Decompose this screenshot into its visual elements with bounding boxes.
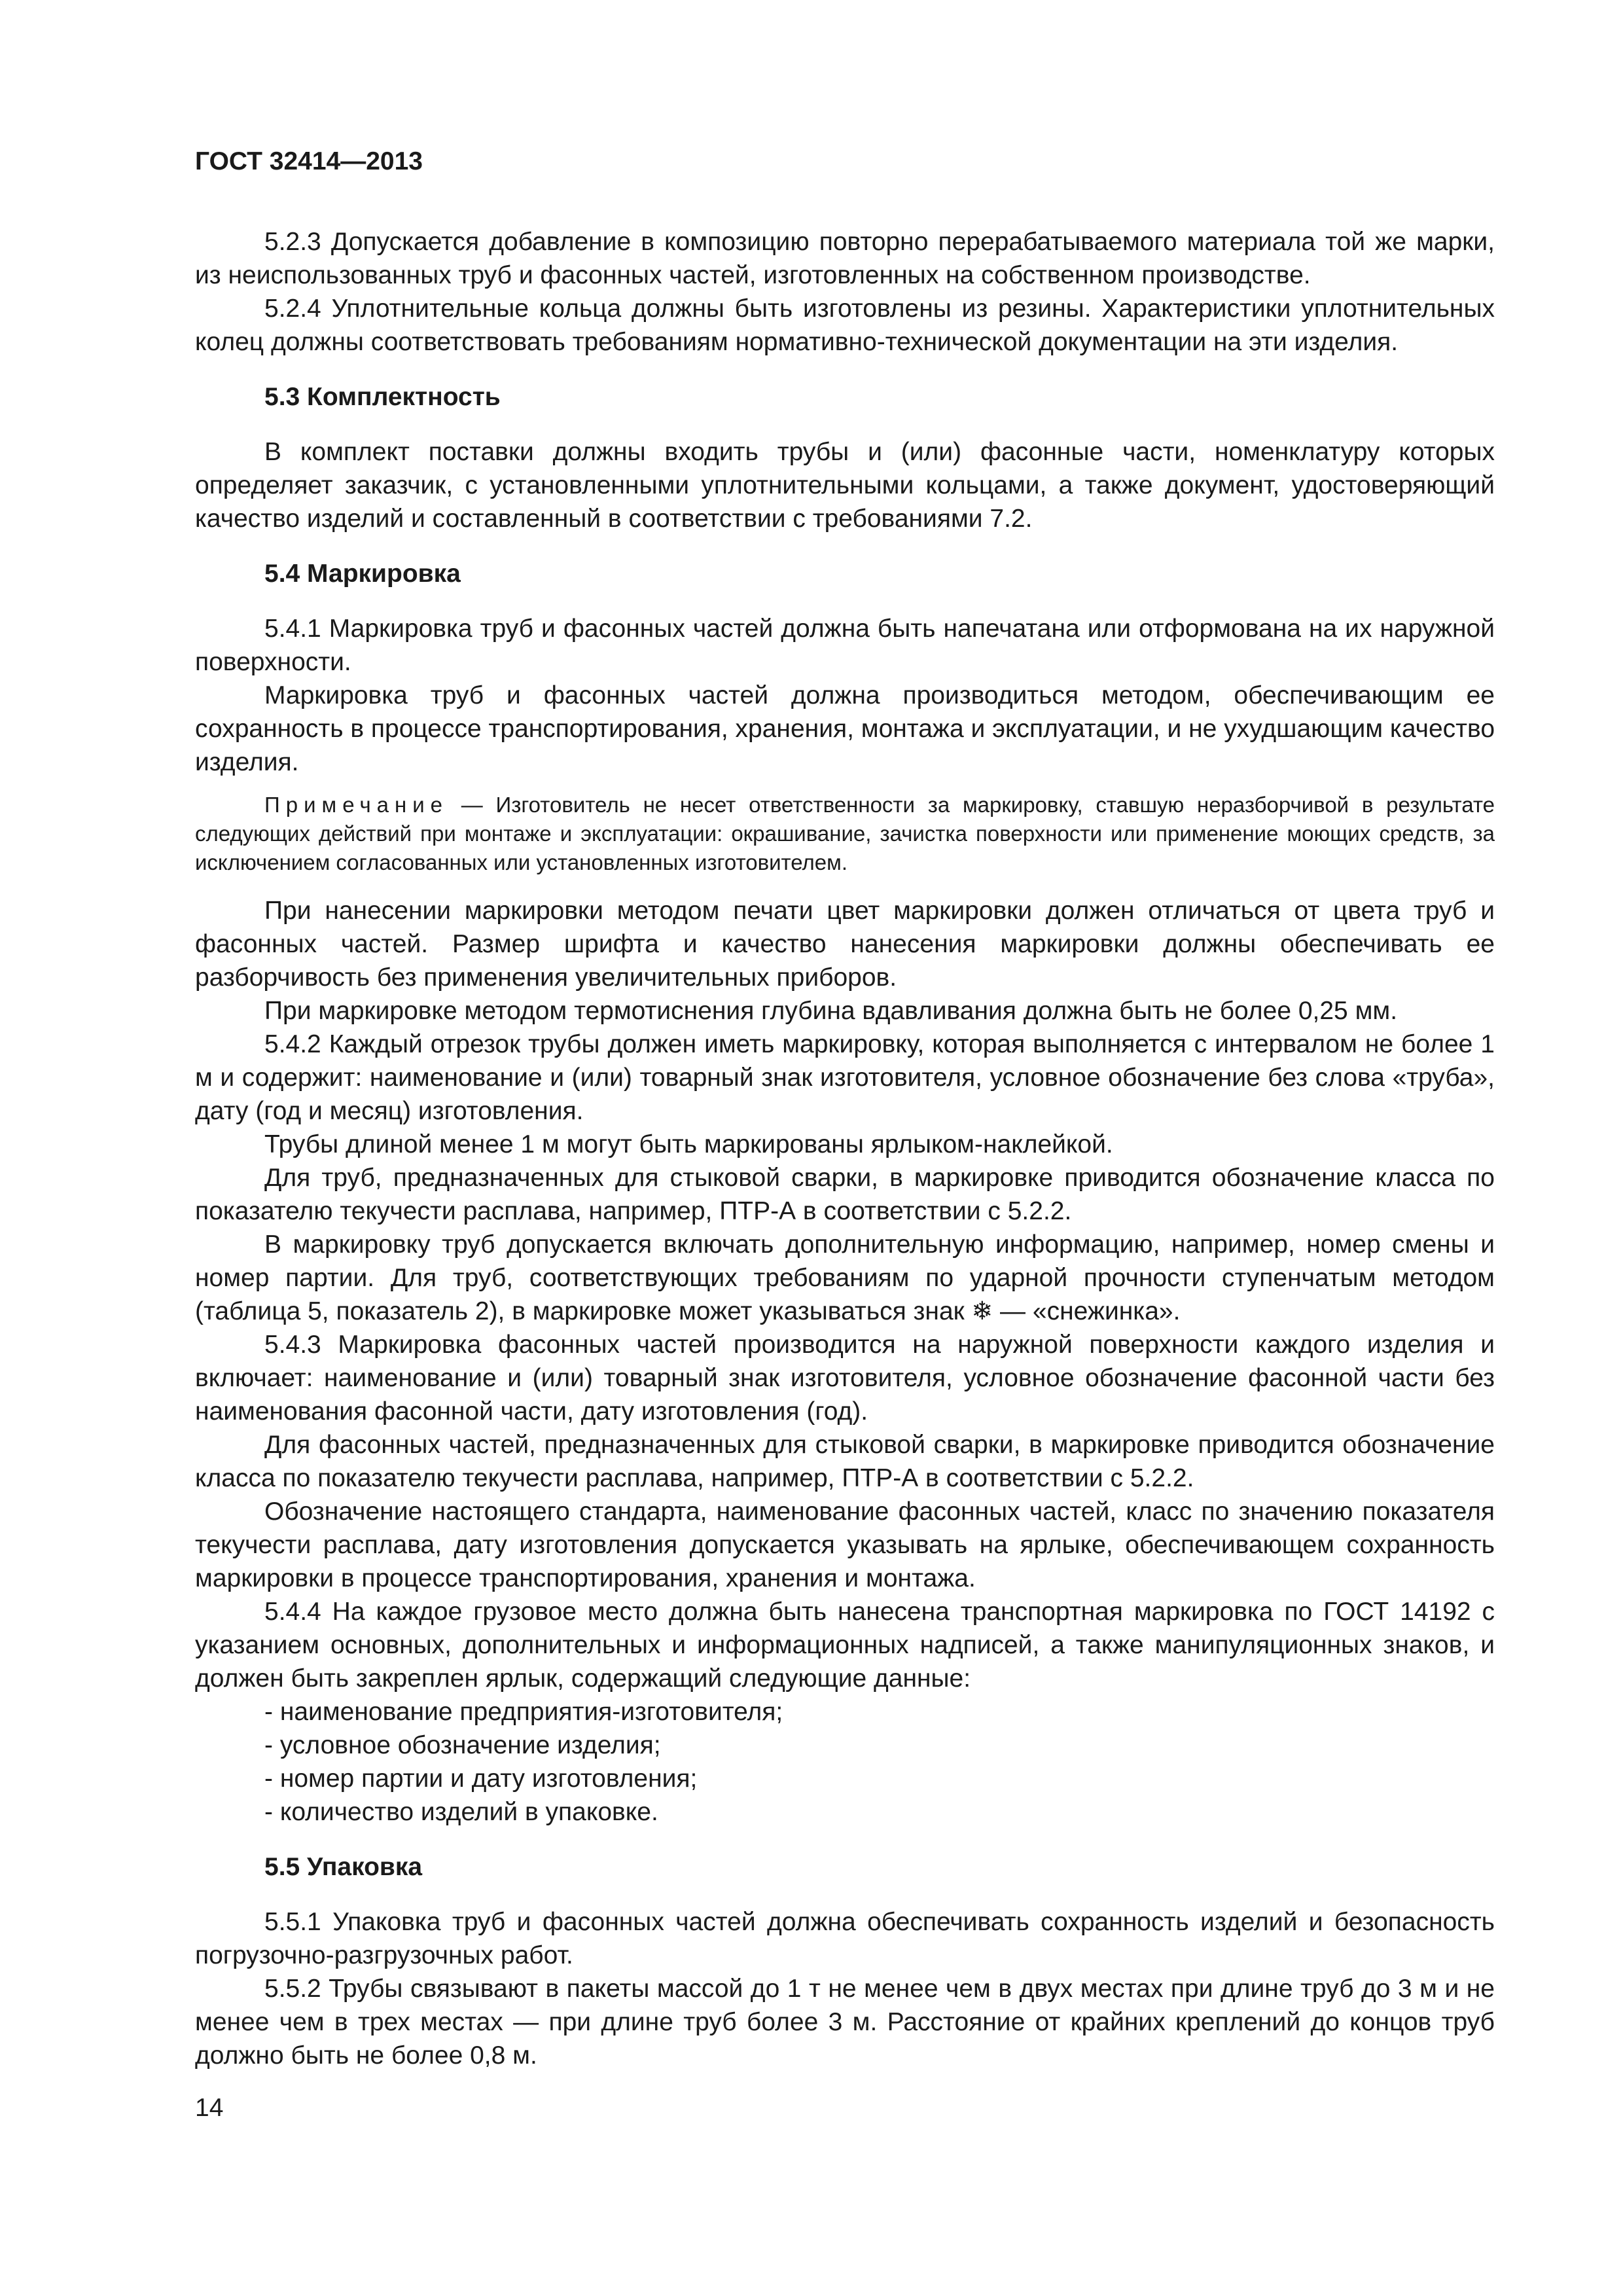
paragraph-butt-welding: Для труб, предназначенных для стыковой сварки, в маркировке приводится обозначение класса по показателю текучести расплава, например, ПТР-А в соответствии с 5.2.2. (195, 1164, 1495, 1225)
paragraph-5-5-1: 5.5.1 Упаковка труб и фасонных частей должна обеспечивать сохранность изделий и безопасность погрузочно-разгрузочных работ. (195, 1908, 1495, 1969)
list-item: - наименование предприятия-изготовителя; (264, 1698, 783, 1726)
note-text: — Изготовитель не несет ответственности за маркировку, ставшую неразборчивой в результате следующих действий при монтаже и эксплуатации: окрашивание, зачистка поверхности или применение моющих средств, за исключением согласованных или установленных изготовителем. (195, 793, 1495, 874)
paragraph-5-4-2: 5.4.2 Каждый отрезок трубы должен иметь маркировку, которая выполняется с интервалом не более 1 м и содержит: наименование и (или) товарный знак изготовителя, условное обозначение без слова «труба», дату (год и месяц) изготовления. (195, 1030, 1495, 1125)
paragraph-5-3: В комплект поставки должны входить трубы и (или) фасонные части, номенклатуру которых определяет заказчик, с установленными уплотнительными кольцами, а также документ, удостоверяющий качество изделий и составленный в соответствии с требованиями 7.2. (195, 438, 1495, 533)
paragraph-embossing: При маркировке методом термотиснения глубина вдавливания должна быть не более 0,25 мм. (264, 997, 1398, 1025)
paragraph-5-4-4: 5.4.4 На каждое грузовое место должна быть нанесена транспортная маркировка по ГОСТ 14192 с указанием основных, дополнительных и информационных надписей, а также манипуляционных знаков, и должен быть закреплен ярлык, содержащий следующие данные: (195, 1598, 1495, 1693)
page-number: 14 (195, 2094, 224, 2122)
label-data-list (195, 1695, 1495, 1829)
paragraph-5-4-1-method: Маркировка труб и фасонных частей должна производиться методом, обеспечивающим ее сохранность в процессе транспортирования, хранения, монтажа и эксплуатации, и не ухудшающим качество изделия. (195, 681, 1495, 776)
list-item: - условное обозначение изделия; (264, 1731, 661, 1759)
paragraph-5-2-4: 5.2.4 Уплотнительные кольца должны быть изготовлены из резины. Характеристики уплотнительных колец должны соответствовать требованиям нормативно-технической документации на эти изделия. (195, 295, 1495, 356)
document-header-title: ГОСТ 32414—2013 (195, 147, 423, 175)
heading-5-4: 5.4 Маркировка (264, 560, 461, 588)
paragraph-print-marking: При нанесении маркировки методом печати цвет маркировки должен отличаться от цвета труб и фасонных частей. Размер шрифта и качество нанесения маркировки должны обеспечивать ее разборчивость без применения увеличительных приборов. (195, 897, 1495, 992)
paragraph-5-4-3: 5.4.3 Маркировка фасонных частей производится на наружной поверхности каждого изделия и включает: наименование и (или) товарный знак изготовителя, условное обозначение фасонной части без наименования фасонной части, дату изготовления (год). (195, 1331, 1495, 1426)
paragraph-extra-info: В маркировку труб допускается включать дополнительную информацию, например, номер смены и номер партии. Для труб, соответствующих требованиям по ударной прочности ступенчатым методом (таблица 5, показатель 2), в маркировке может указываться знак ❄ — «снежинка». (195, 1230, 1495, 1325)
note-label: Примечание (264, 793, 449, 817)
list-item: - номер партии и дату изготовления; (264, 1765, 698, 1793)
paragraph-fittings-butt-welding: Для фасонных частей, предназначенных для стыковой сварки, в маркировке приводится обозначение класса по показателю текучести расплава, например, ПТР-А в соответствии с 5.2.2. (195, 1431, 1495, 1492)
paragraph-label: Обозначение настоящего стандарта, наименование фасонных частей, класс по значению показателя текучести расплава, дату изготовления допускается указывать на ярлыке, обеспечивающем сохранность маркировки в процессе транспортирования, хранения и монтажа. (195, 1498, 1495, 1592)
heading-5-3: 5.3 Комплектность (264, 383, 501, 411)
note (195, 791, 1495, 877)
paragraph-5-4-1: 5.4.1 Маркировка труб и фасонных частей должна быть напечатана или отформована на их наружной поверхности. (195, 615, 1495, 676)
list-item: - количество изделий в упаковке. (264, 1798, 658, 1826)
paragraph-5-2-3: 5.2.3 Допускается добавление в композицию повторно перерабатываемого материала той же марки, из неиспользованных труб и фасонных частей, изготовленных на собственном производстве. (195, 228, 1495, 289)
paragraph-5-5-2: 5.5.2 Трубы связывают в пакеты массой до 1 т не менее чем в двух местах при длине труб до 3 м и не менее чем в трех местах — при длине труб более 3 м. Расстояние от крайних креплений до концов труб должно быть не более 0,8 м. (195, 1975, 1495, 2070)
heading-5-5: 5.5 Упаковка (264, 1853, 423, 1881)
document-page (195, 145, 1495, 2072)
paragraph-short-pipes: Трубы длиной менее 1 м могут быть маркированы ярлыком-наклейкой. (264, 1130, 1113, 1158)
